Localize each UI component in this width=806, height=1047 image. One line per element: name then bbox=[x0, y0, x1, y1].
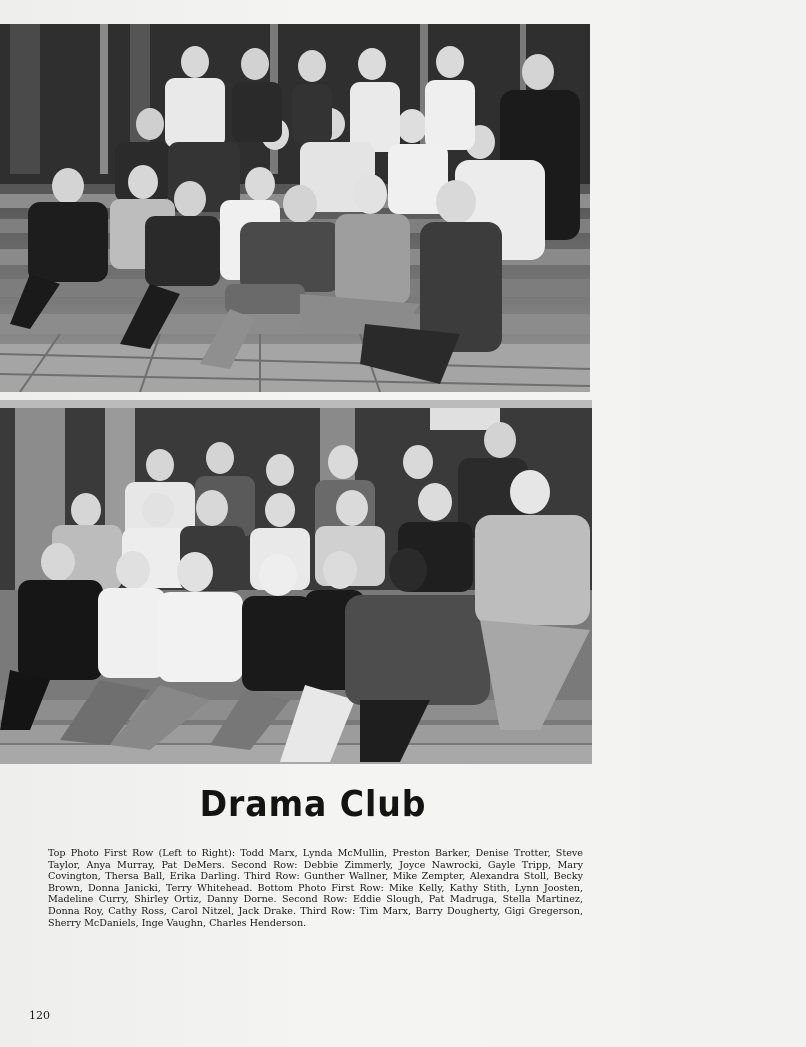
page-title: Drama Club bbox=[199, 784, 427, 825]
top-group-photo bbox=[0, 24, 590, 392]
bottom-group-photo bbox=[0, 400, 592, 764]
top-photo-image bbox=[0, 24, 590, 392]
bottom-photo-image bbox=[0, 400, 592, 764]
photo-caption: Top Photo First Row (Left to Right): Todd Marx, Lynda McMullin, Preston Barker, Denise Trotter, Steve Taylor, Anya Murray, Pat DeMers. Second Row: Debbie Zimmerly, Joyce Nawrocki, Gayle Tripp, Mary Covington, Thersa Ball, Erika Darling. Third Row: Gunther Wallner, Mike Zempter, Alexandra Stoll, Becky Brown, Donna Janicki, Terry Whitehead. Bottom Photo First Row: Mike Kelly, Kathy Stith, Lynn Joosten, Madeline Curry, Shirley Ortiz, Danny Dorne. Second Row: Eddie Slough, Pat Madruga, Stella Martinez, Donna Roy, Cathy Ross, Carol Nitzel, Jack Drake. Third Row: Tim Marx, Barry Dougherty, Gigi Gregerson, Sherry McDaniels, Inge Vaughn, Charles Henderson. bbox=[48, 848, 583, 929]
page-number: 120 bbox=[29, 1009, 50, 1022]
